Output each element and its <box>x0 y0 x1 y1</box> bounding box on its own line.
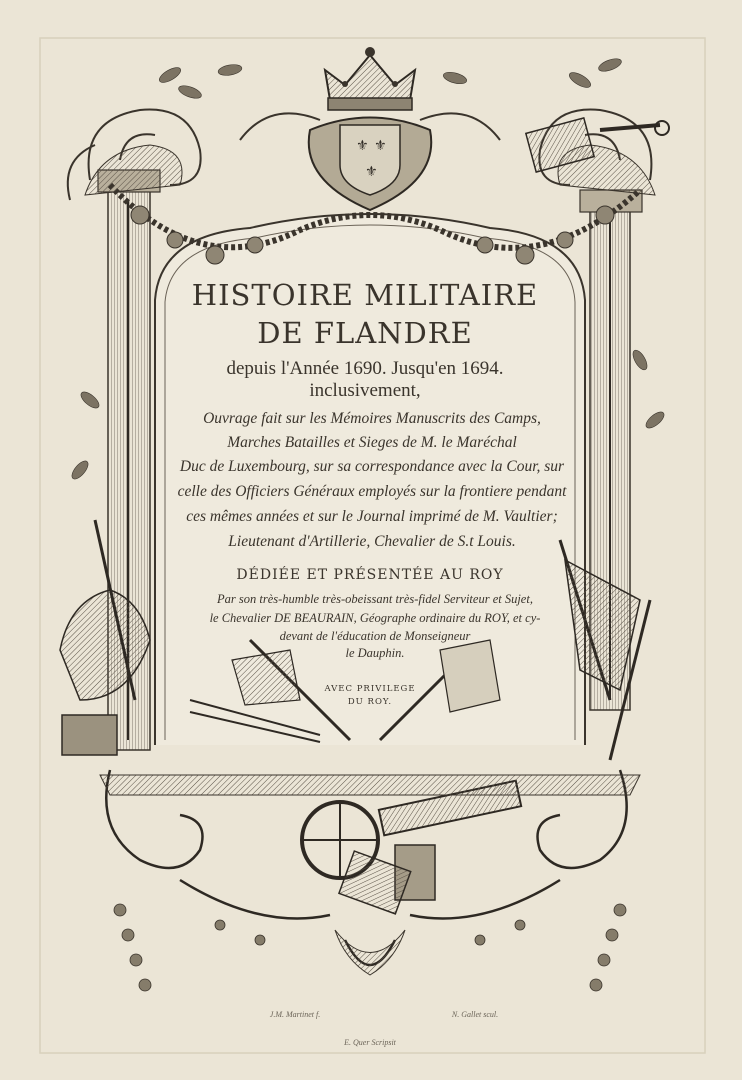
body-line: Marches Batailles et Sieges de M. le Maréchal <box>227 434 517 451</box>
body-line: celle des Officiers Généraux employés sur la frontiere pendant <box>177 483 567 500</box>
subtitle-line-2: inclusivement, <box>309 380 421 401</box>
crown-icon <box>325 47 415 110</box>
presenter-line: devant de l'éducation de Monseigneur <box>279 629 471 643</box>
presenter-line: Par son très-humble très-obeissant très-fidel Serviteur et Sujet, <box>217 592 533 606</box>
privilege-line-1: AVEC PRIVILEGE <box>324 684 416 694</box>
subtitle-line-1: depuis l'Année 1690. Jusqu'en 1694. <box>226 358 504 379</box>
designer-credit: J.M. Martinet f. <box>269 1010 321 1019</box>
body-line: ces mêmes années et sur le Journal imprimé de M. Vaultier; <box>186 508 558 525</box>
svg-text:⚜: ⚜ <box>374 138 387 154</box>
scribe-credit: E. Quer Scripsit <box>344 1038 396 1047</box>
body-line: Ouvrage fait sur les Mémoires Manuscrits des Camps, <box>203 410 541 427</box>
privilege-line-2: DU ROY. <box>347 697 393 707</box>
presenter-line: le Chevalier DE BEAURAIN, Géographe ordinaire du ROY, et cy- <box>209 611 541 625</box>
hanging-garlands <box>114 904 626 991</box>
svg-text:⚜: ⚜ <box>365 164 378 180</box>
dedication-line: DÉDIÉE ET PRÉSENTÉE AU ROY <box>236 567 504 583</box>
body-line: Lieutenant d'Artillerie, Chevalier de S.t Louis. <box>228 533 516 550</box>
title-line-1: HISTOIRE MILITAIRE <box>191 278 539 312</box>
engraver-credit: N. Gallet scul. <box>451 1010 499 1019</box>
presenter-line: le Dauphin. <box>345 646 405 660</box>
cannon-icon <box>302 781 521 914</box>
title-line-2: DE FLANDRE <box>257 316 473 350</box>
svg-text:⚜: ⚜ <box>356 138 369 154</box>
fleur-de-lis-shield-icon <box>309 118 432 211</box>
body-line: Duc de Luxembourg, sur sa correspondance avec la Cour, sur <box>179 458 565 475</box>
